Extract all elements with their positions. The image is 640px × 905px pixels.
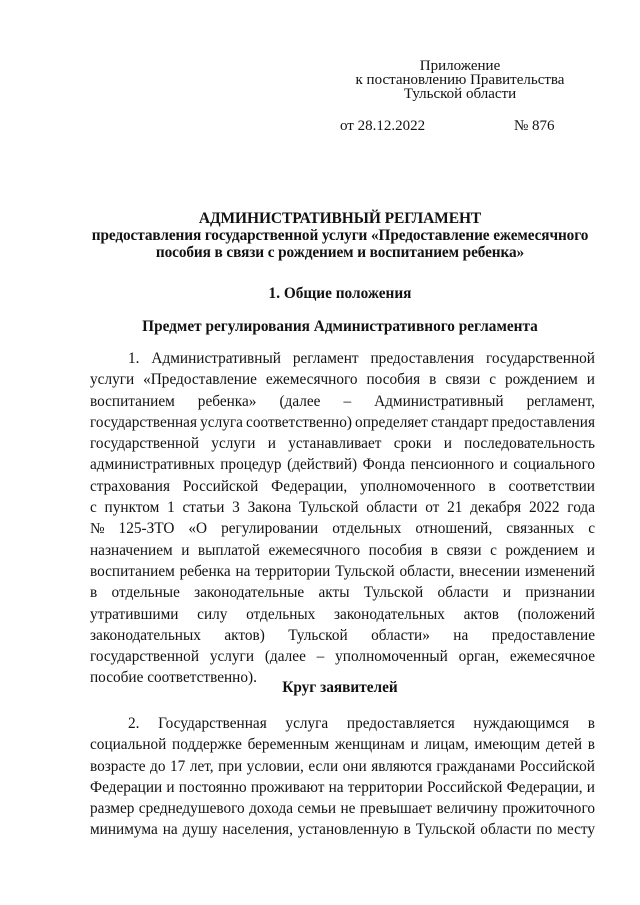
paragraph-line: № 125-ЗТО «О регулировании отдельных отношений, связанных с xyxy=(90,520,595,538)
paragraph-line: законодательных актов) Тульской области» на предоставление xyxy=(90,626,595,644)
paragraph-line: страхования Российской Федерации, уполномоченного в соответствии xyxy=(90,477,595,495)
paragraph-1 xyxy=(90,348,595,689)
paragraph-line: пособие соответственно). xyxy=(90,669,257,687)
paragraph-line: Федерации и постоянно проживают на территории Российской Федерации, и xyxy=(90,778,595,796)
appendix-line-2: к постановлению Правительства xyxy=(355,72,565,88)
paragraph-line: 2. Государственная услуга предоставляется нуждающимся в xyxy=(128,715,595,732)
paragraph-line: воспитанием ребенка» (далее – Административный регламент, xyxy=(90,392,595,410)
paragraph-line: административных процедур (действий) Фонда пенсионного и социального xyxy=(90,456,595,474)
paragraph-line: с пунктом 1 статьи 3 Закона Тульской области от 21 декабря 2022 года xyxy=(90,499,595,517)
subsection-heading-applicants: Круг заявителей xyxy=(282,679,398,696)
paragraph-line: минимума на душу населения, установленную в Тульской области по месту xyxy=(90,821,595,839)
decree-number: № 876 xyxy=(514,118,555,134)
paragraph-line: услуги «Предоставление ежемесячного пособия в связи с рождением и xyxy=(90,371,595,389)
appendix-line-1: Приложение xyxy=(419,58,501,74)
section-heading: 1. Общие положения xyxy=(268,285,412,302)
paragraph-line: утратившими силу отдельных законодательных актов (положений xyxy=(90,605,595,623)
appendix-note xyxy=(340,59,580,101)
subsection-heading-subject: Предмет регулирования Административного регламента xyxy=(142,318,538,335)
appendix-line-3: Тульской области xyxy=(403,86,517,102)
paragraph-line: в отдельные законодательные акты Тульской области и признании xyxy=(90,584,595,602)
paragraph-line: назначением и выплатой ежемесячного пособия в связи с рождением и xyxy=(90,541,595,559)
document-title xyxy=(80,210,600,261)
decree-date: от 28.12.2022 xyxy=(340,118,426,134)
paragraph-line: государственной услуги и устанавливает сроки и последовательность xyxy=(90,435,595,453)
title-main: АДМИНИСТРАТИВНЫЙ РЕГЛАМЕНТ xyxy=(198,210,482,227)
paragraph-line: размер среднедушевого дохода семьи не превышает величину прожиточного xyxy=(90,800,595,818)
paragraph-line: воспитанием ребенка на территории Тульской области, внесении изменений xyxy=(90,562,595,580)
title-sub-1: предоставления государственной услуги «Предоставление ежемесячного xyxy=(91,227,589,244)
paragraph-line: 1. Административный регламент предоставления государственной xyxy=(128,350,595,367)
paragraph-line: социальной поддержке беременным женщинам и лицам, имеющим детей в xyxy=(90,736,595,754)
paragraph-line: государственной услуги (далее – уполномоченный орган, ежемесячное xyxy=(90,648,595,666)
paragraph-line: возрасте до 17 лет, при условии, если они являются гражданами Российской xyxy=(90,757,595,775)
paragraph-2 xyxy=(90,713,595,841)
title-sub-2: пособия в связи с рождением и воспитанием ребенка» xyxy=(155,244,525,261)
paragraph-line: государственная услуга соответственно) определяет стандарт предоставления xyxy=(90,413,595,431)
